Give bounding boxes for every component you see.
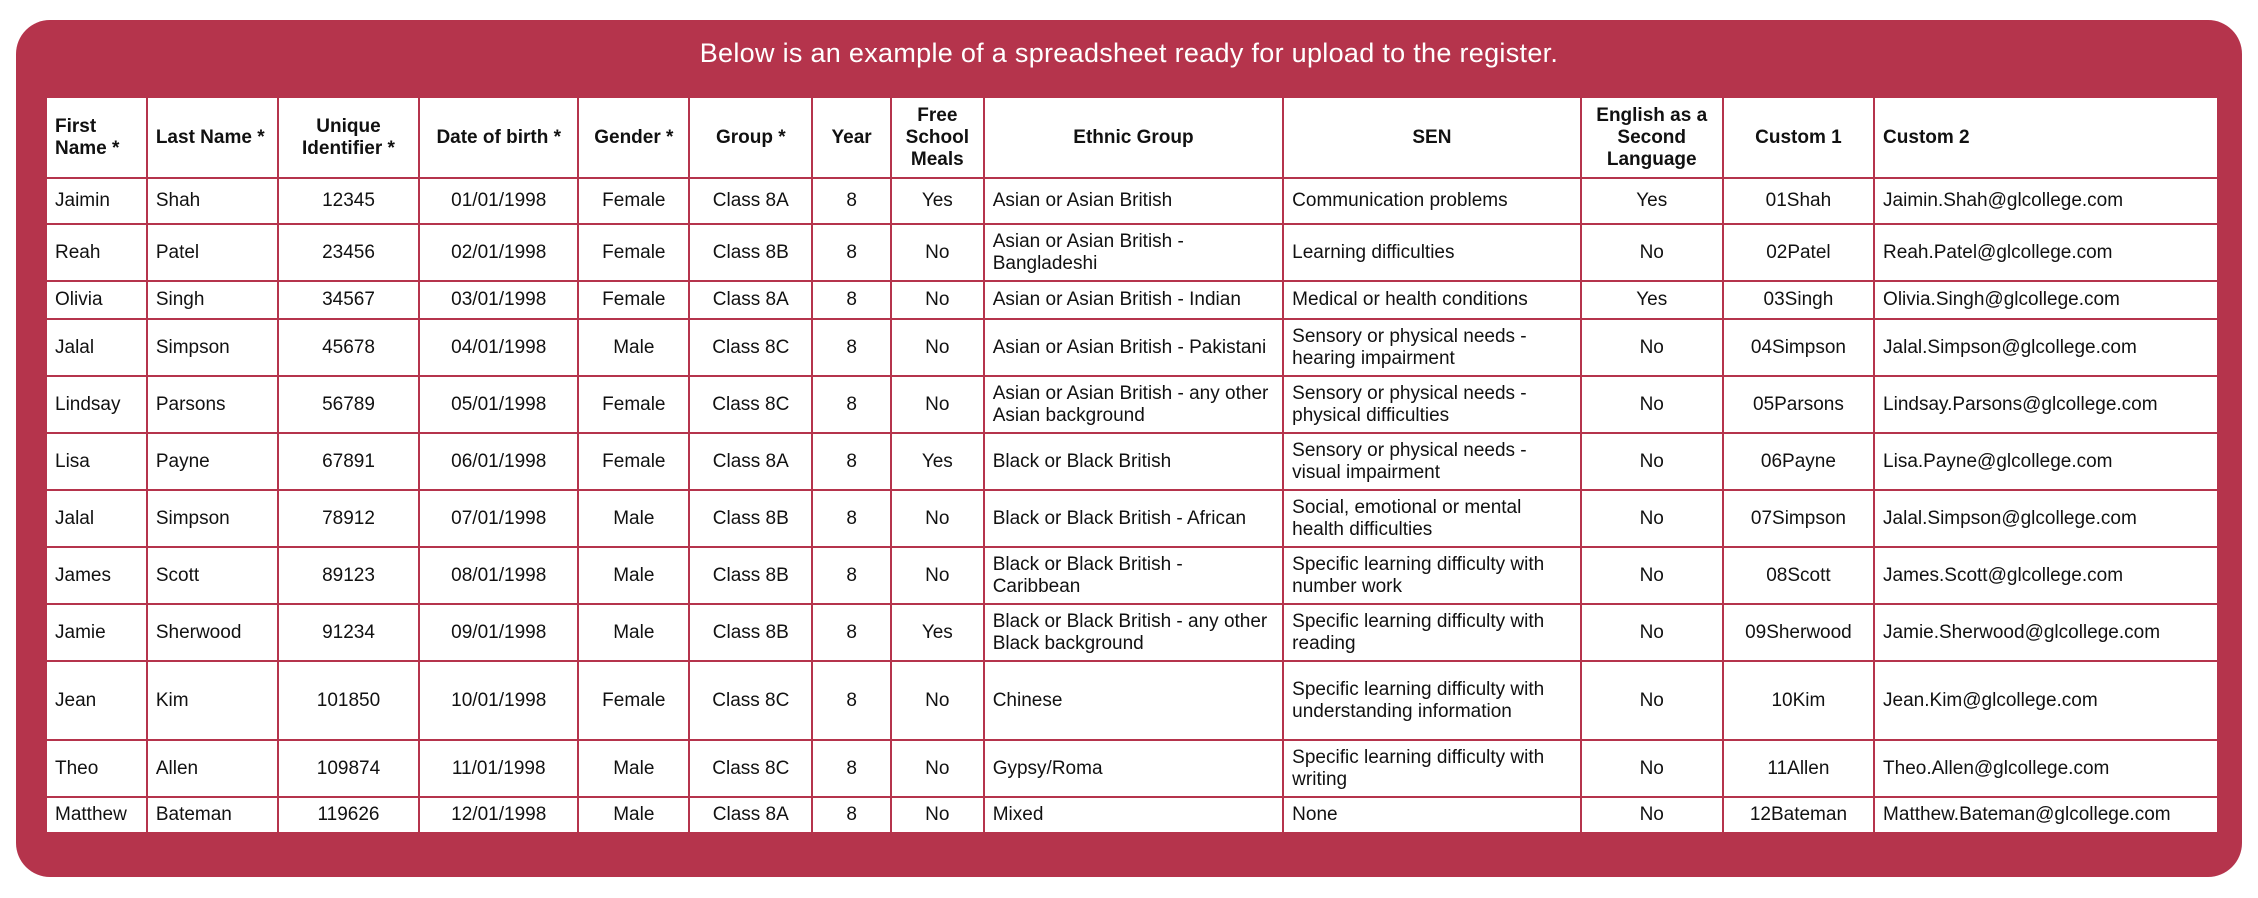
table-row (46, 661, 2218, 740)
cell-group: Class 8B (689, 604, 812, 661)
cell-unique-identifier: 12345 (278, 178, 419, 224)
cell-first-name: Matthew (46, 797, 147, 833)
table-row (46, 740, 2218, 797)
cell-custom-1: 07Simpson (1723, 490, 1874, 547)
table-row (46, 376, 2218, 433)
cell-custom-1: 11Allen (1723, 740, 1874, 797)
cell-year: 8 (812, 224, 891, 281)
cell-free-school-meals: Yes (891, 433, 984, 490)
cell-english-as-a-second-language: Yes (1581, 178, 1723, 224)
spreadsheet-example-panel (16, 20, 2242, 877)
cell-english-as-a-second-language: No (1581, 604, 1723, 661)
table-row (46, 433, 2218, 490)
cell-group: Class 8A (689, 433, 812, 490)
cell-ethnic-group: Gypsy/Roma (984, 740, 1283, 797)
column-header-date-of-birth: Date of birth * (419, 97, 578, 178)
cell-group: Class 8B (689, 224, 812, 281)
column-header-ethnic-group: Ethnic Group (984, 97, 1283, 178)
cell-sen: Learning difficulties (1283, 224, 1580, 281)
cell-ethnic-group: Chinese (984, 661, 1283, 740)
cell-unique-identifier: 89123 (278, 547, 419, 604)
cell-sen: Sensory or physical needs - physical difficulties (1283, 376, 1580, 433)
table-row (46, 319, 2218, 376)
cell-year: 8 (812, 376, 891, 433)
cell-custom-2: James.Scott@glcollege.com (1874, 547, 2218, 604)
cell-free-school-meals: No (891, 490, 984, 547)
cell-unique-identifier: 34567 (278, 281, 419, 319)
column-header-gender: Gender * (578, 97, 689, 178)
column-header-custom-1: Custom 1 (1723, 97, 1874, 178)
cell-gender: Female (578, 433, 689, 490)
cell-date-of-birth: 09/01/1998 (419, 604, 578, 661)
cell-custom-1: 04Simpson (1723, 319, 1874, 376)
cell-date-of-birth: 04/01/1998 (419, 319, 578, 376)
cell-ethnic-group: Mixed (984, 797, 1283, 833)
cell-gender: Female (578, 376, 689, 433)
banner-heading: Below is an example of a spreadsheet ready for upload to the register. (699, 38, 1559, 68)
cell-unique-identifier: 67891 (278, 433, 419, 490)
cell-english-as-a-second-language: No (1581, 490, 1723, 547)
cell-custom-2: Olivia.Singh@glcollege.com (1874, 281, 2218, 319)
cell-custom-2: Theo.Allen@glcollege.com (1874, 740, 2218, 797)
cell-first-name: James (46, 547, 147, 604)
cell-gender: Male (578, 740, 689, 797)
cell-year: 8 (812, 281, 891, 319)
cell-english-as-a-second-language: Yes (1581, 281, 1723, 319)
spreadsheet-table (45, 96, 2219, 834)
table-row (46, 178, 2218, 224)
cell-year: 8 (812, 604, 891, 661)
cell-last-name: Kim (147, 661, 278, 740)
cell-sen: Sensory or physical needs - visual impairment (1283, 433, 1580, 490)
cell-ethnic-group: Asian or Asian British - any other Asian background (984, 376, 1283, 433)
cell-ethnic-group: Asian or Asian British (984, 178, 1283, 224)
cell-year: 8 (812, 797, 891, 833)
cell-last-name: Parsons (147, 376, 278, 433)
cell-english-as-a-second-language: No (1581, 376, 1723, 433)
cell-free-school-meals: No (891, 547, 984, 604)
cell-custom-2: Lisa.Payne@glcollege.com (1874, 433, 2218, 490)
cell-group: Class 8C (689, 319, 812, 376)
cell-last-name: Singh (147, 281, 278, 319)
cell-group: Class 8C (689, 661, 812, 740)
cell-ethnic-group: Asian or Asian British - Pakistani (984, 319, 1283, 376)
table-row (46, 797, 2218, 833)
column-header-year: Year (812, 97, 891, 178)
cell-english-as-a-second-language: No (1581, 319, 1723, 376)
cell-date-of-birth: 10/01/1998 (419, 661, 578, 740)
cell-custom-1: 12Bateman (1723, 797, 1874, 833)
cell-unique-identifier: 45678 (278, 319, 419, 376)
cell-english-as-a-second-language: No (1581, 433, 1723, 490)
table-row (46, 490, 2218, 547)
cell-group: Class 8B (689, 547, 812, 604)
cell-gender: Female (578, 224, 689, 281)
cell-gender: Male (578, 797, 689, 833)
cell-custom-2: Jean.Kim@glcollege.com (1874, 661, 2218, 740)
cell-gender: Male (578, 547, 689, 604)
cell-english-as-a-second-language: No (1581, 740, 1723, 797)
header-row (46, 97, 2218, 178)
cell-year: 8 (812, 319, 891, 376)
cell-sen: Medical or health conditions (1283, 281, 1580, 319)
cell-free-school-meals: No (891, 661, 984, 740)
cell-sen: None (1283, 797, 1580, 833)
cell-custom-2: Jamie.Sherwood@glcollege.com (1874, 604, 2218, 661)
cell-custom-2: Matthew.Bateman@glcollege.com (1874, 797, 2218, 833)
cell-group: Class 8C (689, 740, 812, 797)
cell-first-name: Jaimin (46, 178, 147, 224)
cell-group: Class 8B (689, 490, 812, 547)
cell-sen: Specific learning difficulty with understanding information (1283, 661, 1580, 740)
cell-english-as-a-second-language: No (1581, 547, 1723, 604)
table-row (46, 604, 2218, 661)
cell-date-of-birth: 01/01/1998 (419, 178, 578, 224)
cell-date-of-birth: 11/01/1998 (419, 740, 578, 797)
cell-last-name: Shah (147, 178, 278, 224)
cell-year: 8 (812, 547, 891, 604)
cell-custom-2: Jaimin.Shah@glcollege.com (1874, 178, 2218, 224)
cell-date-of-birth: 07/01/1998 (419, 490, 578, 547)
column-header-unique-identifier: Unique Identifier * (278, 97, 419, 178)
column-header-free-school-meals: Free School Meals (891, 97, 984, 178)
cell-custom-1: 08Scott (1723, 547, 1874, 604)
cell-year: 8 (812, 433, 891, 490)
cell-date-of-birth: 03/01/1998 (419, 281, 578, 319)
cell-last-name: Scott (147, 547, 278, 604)
cell-first-name: Jean (46, 661, 147, 740)
cell-first-name: Lindsay (46, 376, 147, 433)
table-row (46, 224, 2218, 281)
cell-last-name: Sherwood (147, 604, 278, 661)
cell-last-name: Simpson (147, 319, 278, 376)
cell-gender: Female (578, 178, 689, 224)
column-header-group: Group * (689, 97, 812, 178)
cell-gender: Female (578, 661, 689, 740)
cell-free-school-meals: Yes (891, 178, 984, 224)
cell-free-school-meals: No (891, 376, 984, 433)
cell-ethnic-group: Asian or Asian British - Indian (984, 281, 1283, 319)
cell-custom-2: Jalal.Simpson@glcollege.com (1874, 490, 2218, 547)
cell-unique-identifier: 91234 (278, 604, 419, 661)
column-header-last-name: Last Name * (147, 97, 278, 178)
cell-first-name: Jalal (46, 490, 147, 547)
cell-first-name: Theo (46, 740, 147, 797)
cell-date-of-birth: 08/01/1998 (419, 547, 578, 604)
cell-custom-1: 01Shah (1723, 178, 1874, 224)
cell-free-school-meals: No (891, 797, 984, 833)
cell-unique-identifier: 101850 (278, 661, 419, 740)
cell-year: 8 (812, 740, 891, 797)
cell-group: Class 8C (689, 376, 812, 433)
cell-ethnic-group: Black or Black British - any other Black background (984, 604, 1283, 661)
cell-first-name: Olivia (46, 281, 147, 319)
cell-year: 8 (812, 661, 891, 740)
cell-custom-2: Reah.Patel@glcollege.com (1874, 224, 2218, 281)
cell-unique-identifier: 109874 (278, 740, 419, 797)
cell-first-name: Lisa (46, 433, 147, 490)
cell-date-of-birth: 02/01/1998 (419, 224, 578, 281)
column-header-sen: SEN (1283, 97, 1580, 178)
cell-first-name: Reah (46, 224, 147, 281)
cell-free-school-meals: No (891, 281, 984, 319)
cell-unique-identifier: 78912 (278, 490, 419, 547)
cell-sen: Specific learning difficulty with number work (1283, 547, 1580, 604)
table-body (46, 178, 2218, 833)
cell-free-school-meals: No (891, 740, 984, 797)
cell-free-school-meals: No (891, 319, 984, 376)
column-header-first-name: First Name * (46, 97, 147, 178)
cell-date-of-birth: 06/01/1998 (419, 433, 578, 490)
cell-custom-2: Jalal.Simpson@glcollege.com (1874, 319, 2218, 376)
column-header-custom-2: Custom 2 (1874, 97, 2218, 178)
cell-group: Class 8A (689, 178, 812, 224)
cell-group: Class 8A (689, 281, 812, 319)
cell-group: Class 8A (689, 797, 812, 833)
cell-last-name: Patel (147, 224, 278, 281)
cell-unique-identifier: 119626 (278, 797, 419, 833)
cell-custom-2: Lindsay.Parsons@glcollege.com (1874, 376, 2218, 433)
cell-english-as-a-second-language: No (1581, 661, 1723, 740)
cell-sen: Social, emotional or mental health difficulties (1283, 490, 1580, 547)
cell-custom-1: 05Parsons (1723, 376, 1874, 433)
cell-ethnic-group: Black or Black British - African (984, 490, 1283, 547)
cell-sen: Communication problems (1283, 178, 1580, 224)
cell-ethnic-group: Black or Black British - Caribbean (984, 547, 1283, 604)
cell-custom-1: 02Patel (1723, 224, 1874, 281)
cell-last-name: Bateman (147, 797, 278, 833)
cell-gender: Male (578, 604, 689, 661)
cell-ethnic-group: Asian or Asian British - Bangladeshi (984, 224, 1283, 281)
cell-gender: Female (578, 281, 689, 319)
cell-unique-identifier: 23456 (278, 224, 419, 281)
cell-last-name: Simpson (147, 490, 278, 547)
cell-free-school-meals: Yes (891, 604, 984, 661)
cell-sen: Specific learning difficulty with writing (1283, 740, 1580, 797)
cell-last-name: Allen (147, 740, 278, 797)
cell-gender: Male (578, 319, 689, 376)
cell-custom-1: 03Singh (1723, 281, 1874, 319)
cell-free-school-meals: No (891, 224, 984, 281)
cell-date-of-birth: 12/01/1998 (419, 797, 578, 833)
cell-custom-1: 09Sherwood (1723, 604, 1874, 661)
cell-english-as-a-second-language: No (1581, 224, 1723, 281)
table-row (46, 281, 2218, 319)
cell-ethnic-group: Black or Black British (984, 433, 1283, 490)
cell-custom-1: 06Payne (1723, 433, 1874, 490)
table-row (46, 547, 2218, 604)
cell-sen: Sensory or physical needs - hearing impairment (1283, 319, 1580, 376)
cell-custom-1: 10Kim (1723, 661, 1874, 740)
cell-gender: Male (578, 490, 689, 547)
cell-english-as-a-second-language: No (1581, 797, 1723, 833)
cell-year: 8 (812, 490, 891, 547)
cell-date-of-birth: 05/01/1998 (419, 376, 578, 433)
cell-last-name: Payne (147, 433, 278, 490)
column-header-english-as-a-second-language: English as a Second Language (1581, 97, 1723, 178)
cell-first-name: Jamie (46, 604, 147, 661)
cell-unique-identifier: 56789 (278, 376, 419, 433)
cell-first-name: Jalal (46, 319, 147, 376)
cell-sen: Specific learning difficulty with reading (1283, 604, 1580, 661)
cell-year: 8 (812, 178, 891, 224)
